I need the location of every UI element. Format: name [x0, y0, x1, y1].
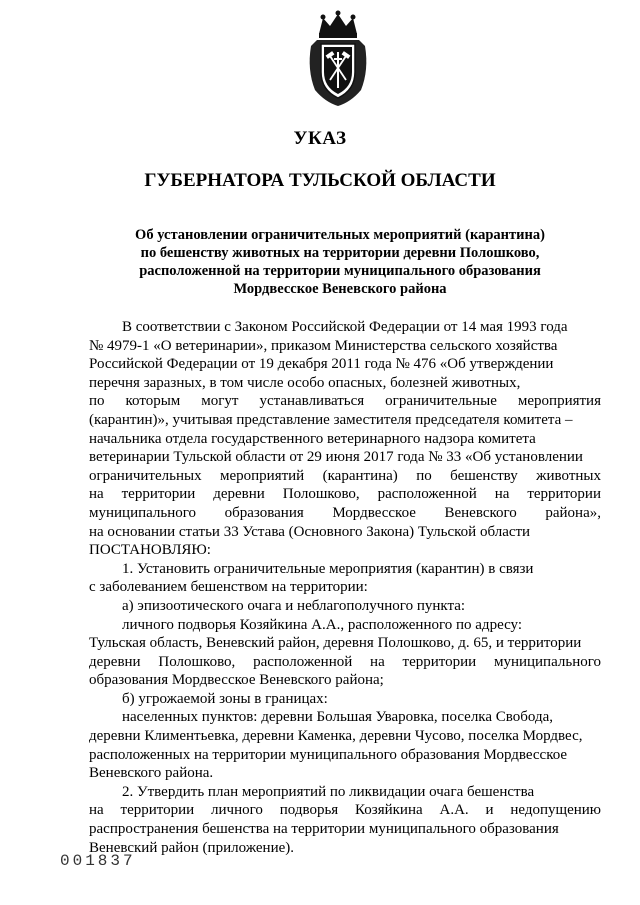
body-line: с заболеванием бешенством на территории: — [89, 579, 368, 596]
body-line: на территории личного подворья Козяйкина А.А. и недопущению — [89, 802, 601, 819]
body-line: № 4979-1 «О ветеринарии», приказом Министерства сельского хозяйства — [89, 337, 558, 354]
decree-heading — [60, 226, 620, 298]
body-line: муниципального образования Мордвесское Веневского района», — [89, 504, 601, 521]
body-line: распространения бешенства на территории муниципального образования — [89, 821, 559, 838]
body-line: образования Мордвесское Веневского района; — [89, 672, 384, 689]
body-line: деревни Полошково, расположенной на территории муниципального — [89, 653, 601, 670]
body-line: В соответствии с Законом Российской Федерации от 14 мая 1993 года — [122, 319, 568, 335]
body-line: личного подворья Козяйкина А.А., расположенного по адресу: — [122, 616, 523, 633]
body-line: ПОСТАНОВЛЯЮ: — [89, 542, 211, 559]
body-line: на территории деревни Полошково, расположенной на территории — [89, 486, 601, 503]
body-line: б) угрожаемой зоны в границах: — [122, 690, 328, 707]
body-line: населенных пунктов: деревни Большая Уваровка, поселка Свобода, — [122, 709, 553, 726]
body-line: Российской Федерации от 19 декабря 2011 года № 476 «Об утверждении — [89, 356, 554, 373]
body-line: (карантин)», учитывая представление заместителя председателя комитета – — [89, 411, 573, 428]
body-line: начальника отдела государственного ветеринарного надзора комитета — [89, 430, 536, 447]
body-line: 2. Утвердить план мероприятий по ликвидации очага бешенства — [122, 783, 535, 800]
body-line: по которым могут устанавливаться ограничительные мероприятия — [89, 393, 601, 410]
body-line: ограничительных мероприятий (карантина) по бешенству животных — [89, 467, 601, 484]
body-line: а) эпизоотического очага и неблагополучного пункта: — [122, 597, 466, 614]
issuer-title: ГУБЕРНАТОРА ТУЛЬСКОЙ ОБЛАСТИ — [144, 170, 496, 191]
body-line: расположенных на территории муниципального образования Мордвесское — [89, 746, 568, 763]
body-line: на основании статьи 33 Устава (Основного Закона) Тульской области — [89, 523, 531, 540]
body-line: перечня заразных, в том числе особо опасных, болезней животных, — [89, 374, 521, 391]
body-line: 1. Установить ограничительные мероприятия (карантин) в связи — [122, 560, 534, 577]
decree-body — [89, 318, 601, 857]
heading-line: расположенной на территории муниципального образования — [139, 263, 541, 279]
document-type-title: УКАЗ — [293, 128, 347, 149]
body-line: Веневского района. — [89, 765, 214, 782]
coat-of-arms-icon — [305, 10, 371, 110]
body-line: Тульская область, Веневский район, деревня Полошково, д. 65, и территории — [89, 635, 582, 652]
body-line: ветеринарии Тульской области от 29 июня 2017 года № 33 «Об установлении — [89, 449, 583, 466]
body-line: деревни Климентьевка, деревни Каменка, деревни Чусово, поселка Мордвес, — [89, 728, 583, 745]
heading-line: Об установлении ограничительных мероприятий (карантина) — [135, 227, 545, 243]
heading-line: по бешенству животных на территории деревни Полошково, — [140, 245, 540, 261]
serial-number: 001837 — [60, 852, 136, 870]
body-line: Веневский район (приложение). — [89, 839, 294, 856]
heading-line: Мордвесское Веневского района — [233, 281, 447, 297]
